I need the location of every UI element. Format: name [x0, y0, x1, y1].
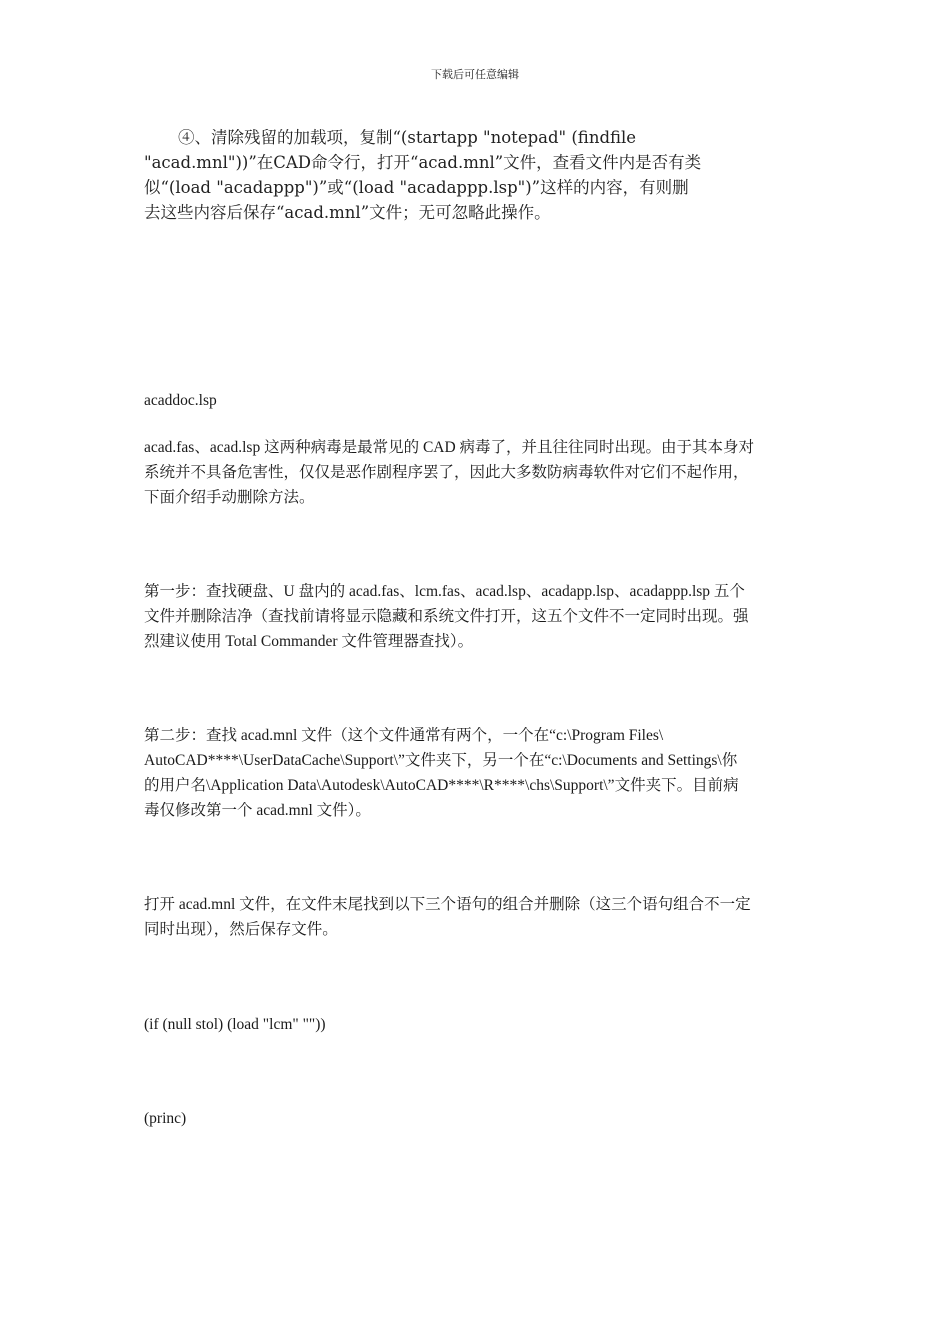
step2-line-3: 的用户名\Application Data\Autodesk\AutoCAD****\R****\chs\Support\”文件夹下。目前病: [144, 777, 739, 794]
step2-paragraph: [144, 723, 808, 823]
code-line-1: [144, 1012, 808, 1037]
step1-paragraph: [144, 579, 808, 654]
code-1-text: (if (null stol) (load "lcm" "")): [144, 1016, 326, 1033]
intro-paragraph: [144, 435, 808, 510]
step4-line-4: 去这些内容后保存“acad.mnl”文件；无可忽略此操作。: [144, 203, 551, 222]
acaddoc-text: acaddoc.lsp: [144, 392, 217, 409]
page-header: 下载后可任意编辑: [431, 68, 519, 81]
open-mnl-line-1: 打开 acad.mnl 文件，在文件末尾找到以下三个语句的组合并删除（这三个语句组合不一定: [144, 896, 751, 913]
step4-paragraph: [144, 125, 814, 225]
step4-line-3: 似“(load "acadappp")”或“(load "acadappp.lsp")”这样的内容，有则删: [144, 178, 689, 197]
open-mnl-paragraph: [144, 892, 808, 942]
step2-line-1: 第二步：查找 acad.mnl 文件（这个文件通常有两个，一个在“c:\Program Files\: [144, 727, 664, 744]
code-line-2: [144, 1106, 808, 1131]
code-2-text: (princ): [144, 1110, 187, 1127]
step2-line-4: 毒仅修改第一个 acad.mnl 文件）。: [144, 802, 371, 819]
step4-line-2: "acad.mnl"))”在CAD命令行，打开“acad.mnl”文件，查看文件内是否有类: [144, 153, 702, 172]
intro-line-1: acad.fas、acad.lsp 这两种病毒是最常见的 CAD 病毒了，并且往往同时出现。由于其本身对: [144, 439, 755, 456]
intro-line-3: 下面介绍手动删除方法。: [144, 489, 315, 506]
step2-line-2: AutoCAD****\UserDataCache\Support\”文件夹下，另一个在“c:\Documents and Settings\你: [144, 752, 738, 769]
open-mnl-line-2: 同时出现），然后保存文件。: [144, 921, 338, 938]
acaddoc-heading: [144, 388, 808, 413]
step1-line-3: 烈建议使用 Total Commander 文件管理器查找）。: [144, 633, 474, 650]
step1-line-1: 第一步：查找硬盘、U 盘内的 acad.fas、lcm.fas、acad.lsp、acadapp.lsp、acadappp.lsp 五个: [144, 583, 745, 600]
step4-line-1: ④、清除残留的加载项，复制“(startapp "notepad" (findfile: [178, 128, 637, 147]
intro-line-2: 系统并不具备危害性，仅仅是恶作剧程序罢了，因此大多数防病毒软件对它们不起作用，: [144, 464, 749, 481]
step1-line-2: 文件并删除洁净（查找前请将显示隐藏和系统文件打开，这五个文件不一定同时出现。强: [144, 608, 749, 625]
